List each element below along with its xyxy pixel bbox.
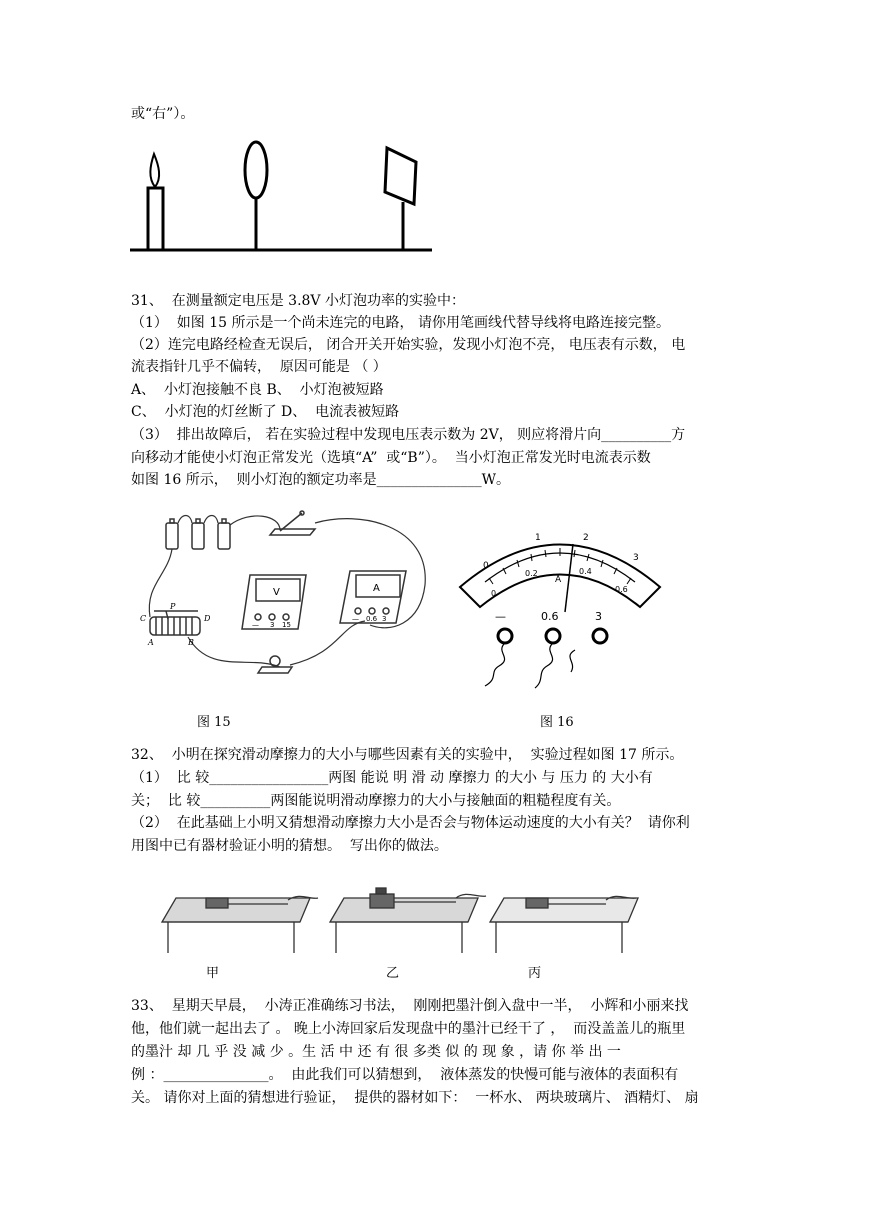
setup-yi <box>330 888 486 953</box>
q31-part2-line2: 流表指针几乎不偏转， 原因可能是 （ ） <box>131 359 387 375</box>
candle <box>148 188 163 250</box>
rheostat-label-a: A <box>148 638 154 647</box>
dial-bottom-tick-02: 0.2 <box>525 569 538 578</box>
terminal-label-neg: — <box>495 610 506 623</box>
dial-bottom-tick-06: 0.6 <box>615 585 628 594</box>
dial-bottom-tick-0: 0 <box>491 589 497 598</box>
dial-unit: A <box>555 575 562 585</box>
bulb-holder <box>258 656 292 673</box>
question-fragment: 或“右”）。 <box>131 106 195 122</box>
optical-bench-figure <box>128 140 438 256</box>
figure-15-caption: 图 15 <box>197 715 231 730</box>
q33-line2: 他，他们就一起出去了 。 晚上小涛回家后发现盘中的墨汁已经干了 ， 而没盖盖儿的瓶里 <box>131 1021 686 1037</box>
q32-part2-line1: （2） 在此基础上小明又猜想滑动摩擦力大小是否会与物体运动速度的大小有关？ 请你利 <box>131 815 690 831</box>
candle-flame <box>150 154 159 187</box>
dial-top-tick-0: 0 <box>483 561 489 571</box>
voltmeter-terminal-3: 3 <box>270 621 275 629</box>
terminal-posts <box>498 629 607 643</box>
voltmeter-label: V <box>273 587 280 598</box>
dial-top-tick-1: 1 <box>535 533 541 543</box>
q31-part3-line1: （3） 排出故障后， 若在实验过程中发现电压表示数为 2V， 则应将滑片向__________方 <box>131 427 686 443</box>
q33-line1: 33、 星期天早晨， 小涛正准确练习书法， 刚刚把墨汁倒入盘中一半， 小辉和小丽来找 <box>131 998 689 1014</box>
q31-part1: （1） 如图 15 所示是一个尚未连完的电路， 请你用笔画线代替导线将电路连接完整。 <box>131 315 670 331</box>
q33-line5: 关。 请你对上面的猜想进行验证， 提供的器材如下： 一杯水、 两块玻璃片、 酒精灯、 扇 <box>131 1090 699 1106</box>
terminal-wires <box>485 643 575 688</box>
dial-bottom-tick-04: 0.4 <box>579 567 592 576</box>
q32-title: 32、 小明在探究滑动摩擦力的大小与哪些因素有关的实验中， 实验过程如图 17 所示。 <box>131 747 684 763</box>
voltmeter-terminal-neg: — <box>252 621 259 629</box>
q33-line4: 例 ：_______________。 由此我们可以猜想到， 液体蒸发的快慢可能与液体的表面积有 <box>131 1067 679 1083</box>
dial-top-tick-2: 2 <box>583 533 589 543</box>
ammeter-terminal-neg: — <box>352 615 359 623</box>
q33-line3: 的墨汁 却 几 乎 没 减 少 。生 活 中 还 有 很 多类 似 的 现 象 ，请 你 举 出 一 <box>131 1044 621 1060</box>
ammeter-terminal-06: 0.6 <box>366 615 378 623</box>
q31-part3-line2: 向移动才能使小灯泡正常发光（选填“A” 或“B”）。 当小灯泡正常发光时电流表示数 <box>131 450 651 466</box>
figure-16-ammeter-dial <box>455 512 670 690</box>
figure-17-caption-bing: 丙 <box>528 966 542 981</box>
q31-part3-line3: 如图 16 所示， 则小灯泡的额定功率是_______________W。 <box>131 472 511 488</box>
q31-part2-line1: （2）连完电路经检查无误后， 闭合开关开始实验，发现小灯泡不亮， 电压表有示数， 电 <box>131 337 686 353</box>
terminal-label-3: 3 <box>595 610 602 623</box>
figure-17-caption-jia: 甲 <box>206 966 220 981</box>
battery-cells <box>166 519 230 549</box>
rheostat-label-d: D <box>204 614 211 623</box>
figure-17-friction-setups <box>160 878 650 958</box>
setup-bing <box>490 896 638 953</box>
dial-top-tick-3: 3 <box>633 553 639 563</box>
rheostat <box>150 611 200 635</box>
figure-16-caption: 图 16 <box>540 715 574 730</box>
light-screen <box>385 148 416 204</box>
ammeter-label: A <box>373 583 380 594</box>
rheostat-label-c: C <box>140 614 147 623</box>
rheostat-label-p: P <box>170 602 176 611</box>
voltmeter-terminal-15: 15 <box>282 621 291 629</box>
q31-options-cd: C、 小灯泡的灯丝断了 D、 电流表被短路 <box>131 404 400 420</box>
q31-options-ab: A、 小灯泡接触不良 B、 小灯泡被短路 <box>131 382 384 398</box>
ammeter-terminal-3: 3 <box>382 615 387 623</box>
terminal-label-06: 0.6 <box>541 610 559 623</box>
figure-17-caption-yi: 乙 <box>386 966 400 981</box>
q32-part1-line2: 关； 比 较__________两图能说明滑动摩擦力的大小与接触面的粗糙程度有关。 <box>131 793 621 809</box>
dial-pointer <box>565 544 573 612</box>
setup-jia <box>162 896 318 953</box>
rheostat-label-b: B <box>188 638 194 647</box>
q32-part1-line1: （1） 比 较_________________两图 能说 明 滑 动 摩擦力 的大小 与 压力 的 大小有 <box>131 770 653 786</box>
q32-part2-line2: 用图中已有器材验证小明的猜想。 写出你的做法。 <box>131 838 448 854</box>
figure-15-circuit <box>130 505 435 690</box>
q31-title: 31、 在测量额定电压是 3.8V 小灯泡功率的实验中： <box>131 293 465 309</box>
convex-lens <box>245 142 267 198</box>
